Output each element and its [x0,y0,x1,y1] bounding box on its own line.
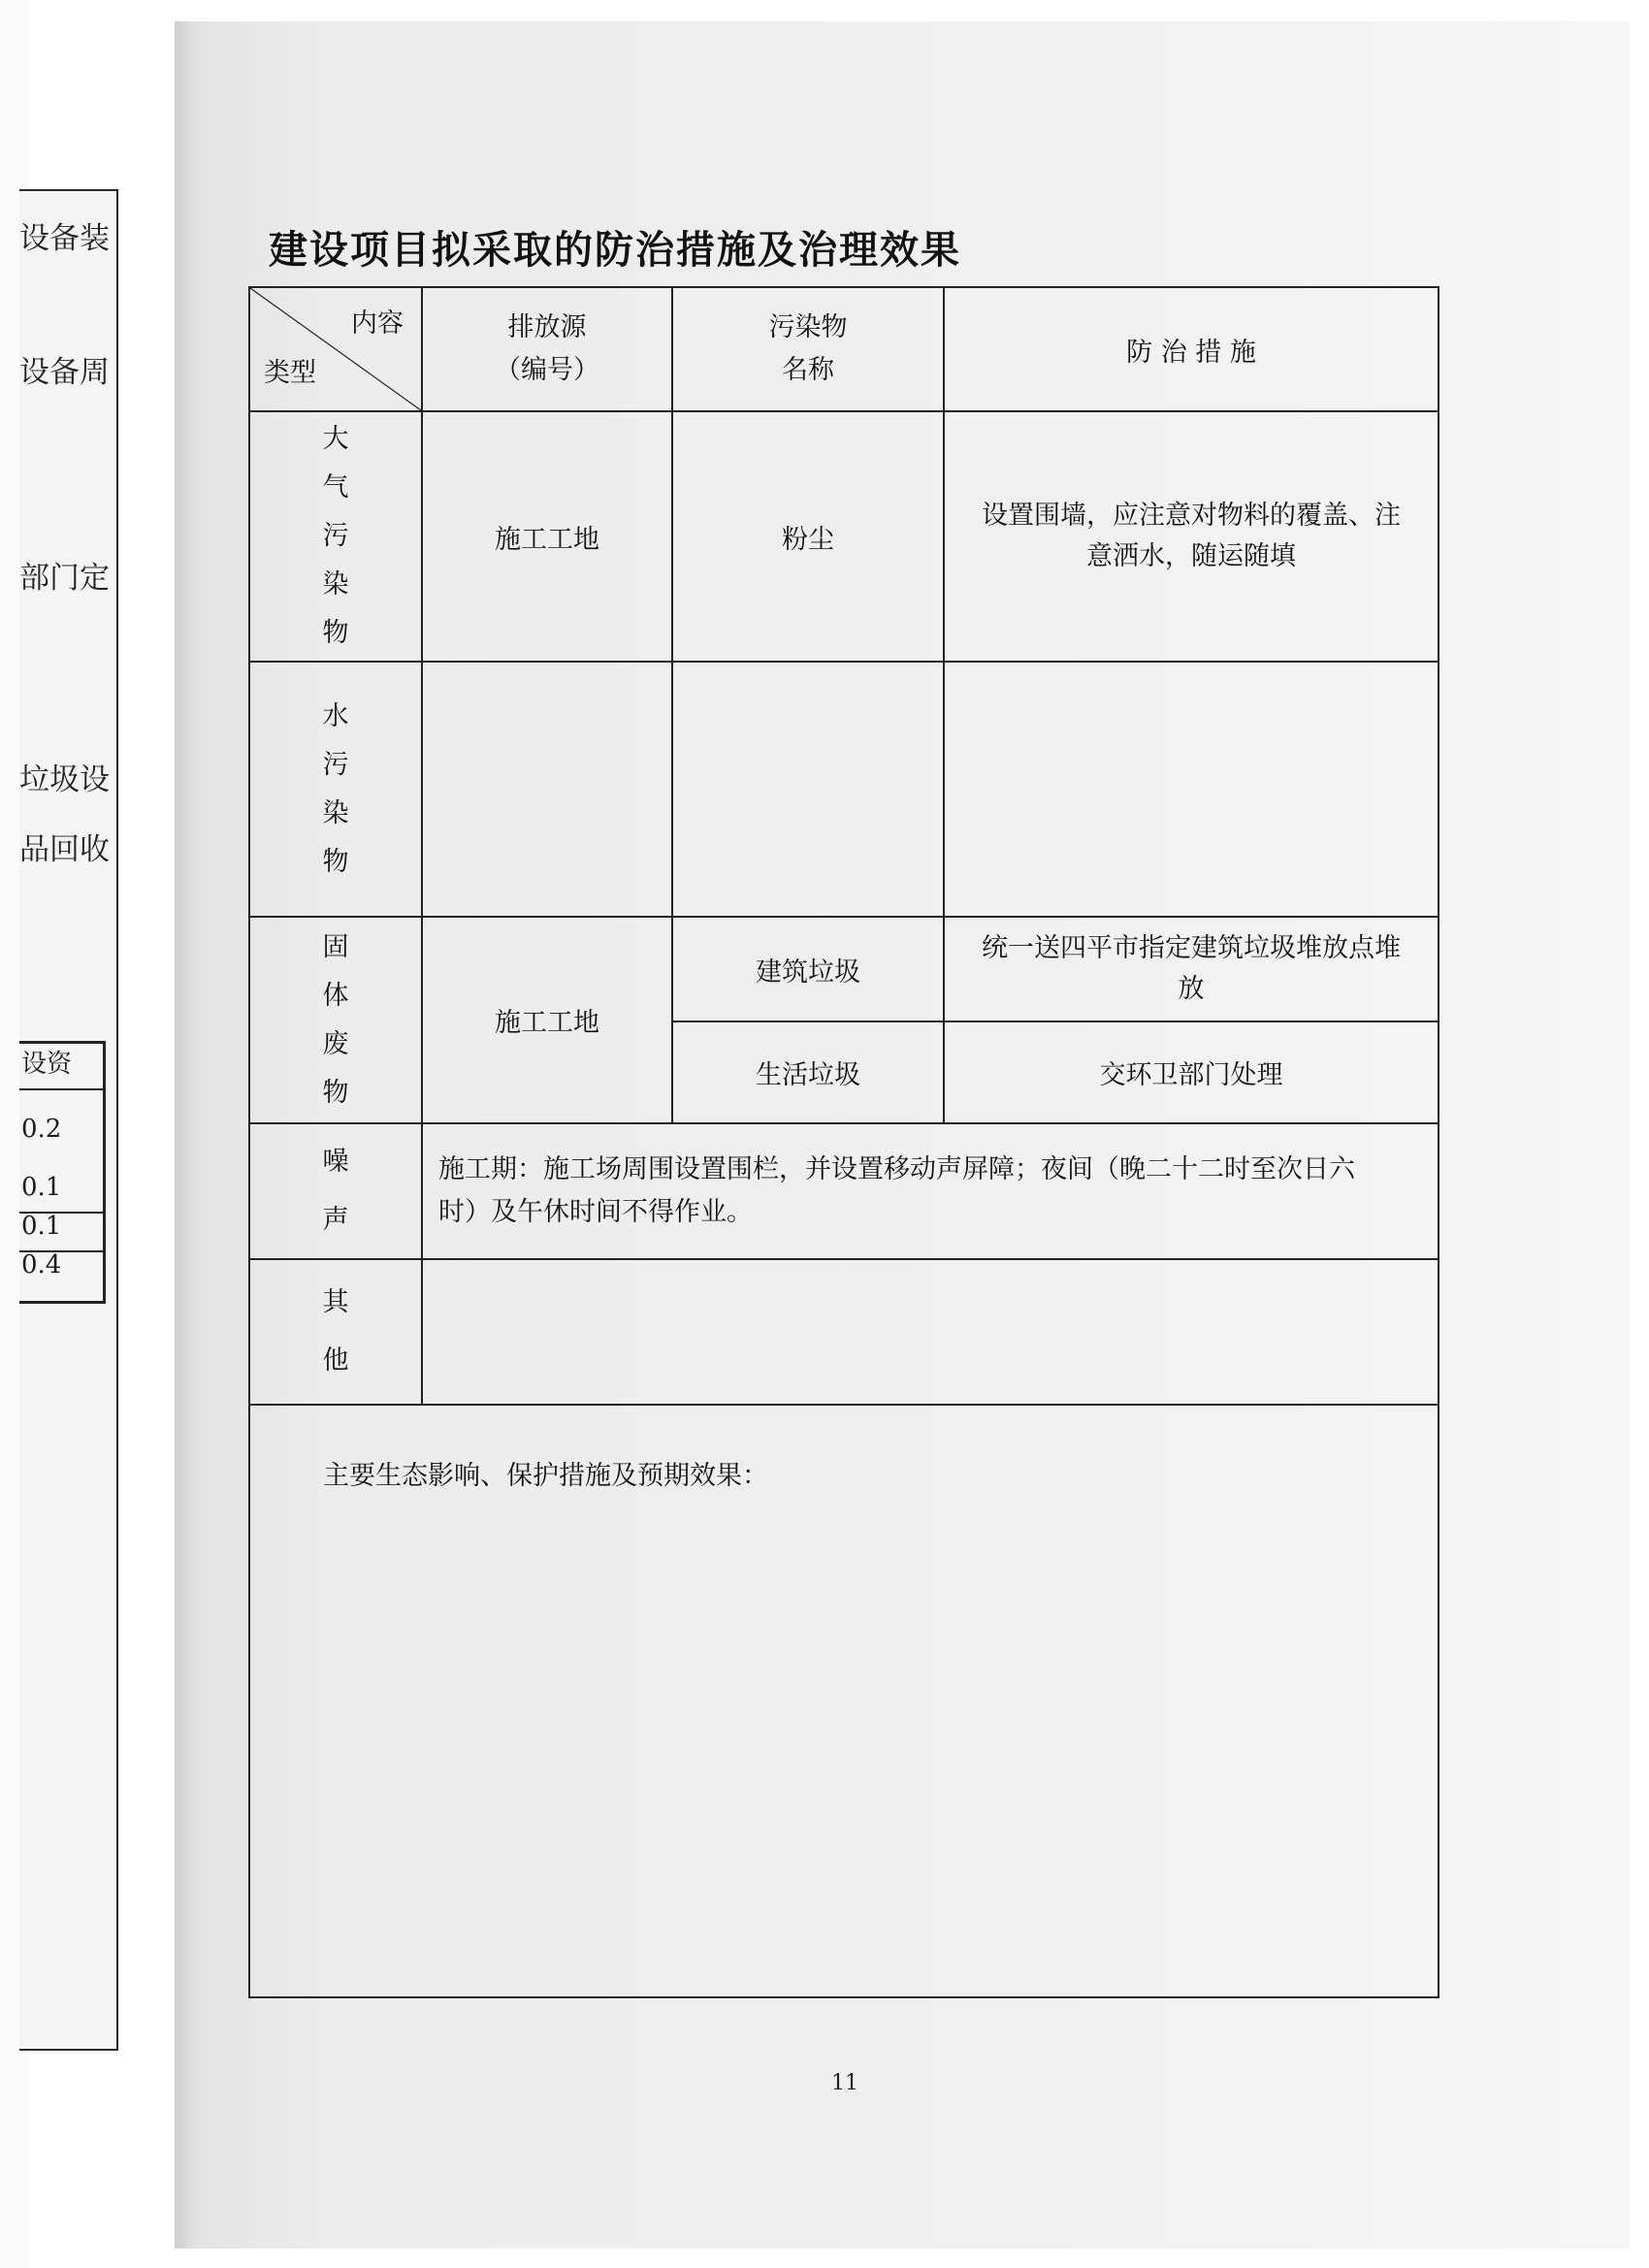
pollutant-cell [672,662,944,917]
table-row [249,1123,1439,1259]
table-row [249,662,1439,917]
ecology-cell [249,1405,1439,1997]
type-char: 染 [322,569,349,599]
table-row [249,411,1439,662]
prev-table-value: 0.2 [21,1115,62,1144]
pollutant-header-line: 污染物 [768,312,848,342]
prev-table-value: 0.1 [19,1175,103,1214]
measure-cell [944,662,1439,917]
type-char: 染 [322,797,349,828]
type-cell-air [249,411,422,662]
measure-cell: 交环卫部门处理 [944,1021,1439,1123]
measure-line: 设置围墙，应注意对物料的覆盖、注 [982,501,1401,531]
source-cell [422,662,672,917]
type-char: 体 [322,980,349,1011]
type-char: 物 [322,618,349,648]
measure-line: 统一送四平市指定建筑垃圾堆放点堆 [982,933,1401,963]
type-char: 废 [322,1028,349,1059]
prev-page-fragment: 设备周 [19,355,110,390]
measure-line: 时）及午休时间不得作业。 [438,1197,753,1227]
type-char: 水 [322,700,349,731]
ecology-label: 主要生态影响、保护措施及预期效果： [323,1461,768,1491]
table-row [249,917,1439,1021]
table-row [249,1259,1439,1405]
pollutant-cell: 建筑垃圾 [672,917,944,1021]
type-char: 大 [322,424,349,454]
type-char: 声 [322,1205,349,1235]
table-row [249,1405,1439,1997]
page-number: 11 [831,2071,858,2095]
pollutant-header [672,287,944,411]
prev-page-fragment: 品回收 [19,832,110,867]
measure-cell [944,411,1439,662]
type-char: 物 [322,846,349,877]
pollutant-header-line: 名称 [782,355,834,385]
source-header-line: （编号） [495,355,599,385]
type-char: 固 [322,931,349,962]
prev-table-header: 设资 [19,1052,103,1090]
type-cell-solid [249,917,422,1123]
type-char: 他 [322,1345,349,1376]
type-char: 噪 [322,1147,349,1177]
measure-cell [944,917,1439,1021]
type-char: 其 [322,1287,349,1317]
measure-line: 放 [1178,974,1205,1004]
type-char: 物 [322,1077,349,1108]
type-cell-water [249,662,422,917]
type-char: 污 [322,521,349,551]
pollutant-cell: 生活垃圾 [672,1021,944,1123]
source-header [422,287,672,411]
prev-page-table-fragment [19,1041,106,1304]
type-header-label: 类型 [264,358,316,388]
table-header-row [249,287,1439,411]
type-char: 气 [322,472,349,502]
measures-header: 防 治 措 施 [944,287,1439,411]
other-measure-cell [422,1259,1439,1405]
pollutant-cell: 粉尘 [672,411,944,662]
content-header-label: 内容 [351,308,404,339]
prev-page-fragment: 设备装 [19,221,110,256]
prev-table-value: 0.4 [21,1250,62,1280]
prev-page-fragment: 垃圾设 [19,762,110,797]
noise-measure-cell [422,1123,1439,1259]
prev-table-value: 0.1 [19,1214,103,1252]
prev-page-fragment: 部门定 [19,561,110,596]
type-char: 污 [322,749,349,780]
diagonal-header-cell [249,287,422,411]
measures-table [248,286,1439,1998]
measure-line: 意洒水，随运随填 [1086,541,1296,571]
type-cell-noise [249,1123,422,1259]
measure-line: 施工期：施工场周围设置围栏，并设置移动声屏障；夜间（晚二十二时至次日六 [438,1154,1355,1184]
type-cell-other [249,1259,422,1405]
source-cell: 施工工地 [422,411,672,662]
source-header-line: 排放源 [507,312,587,342]
source-cell: 施工工地 [422,917,672,1123]
page-title: 建设项目拟采取的防治措施及治理效果 [269,227,961,273]
